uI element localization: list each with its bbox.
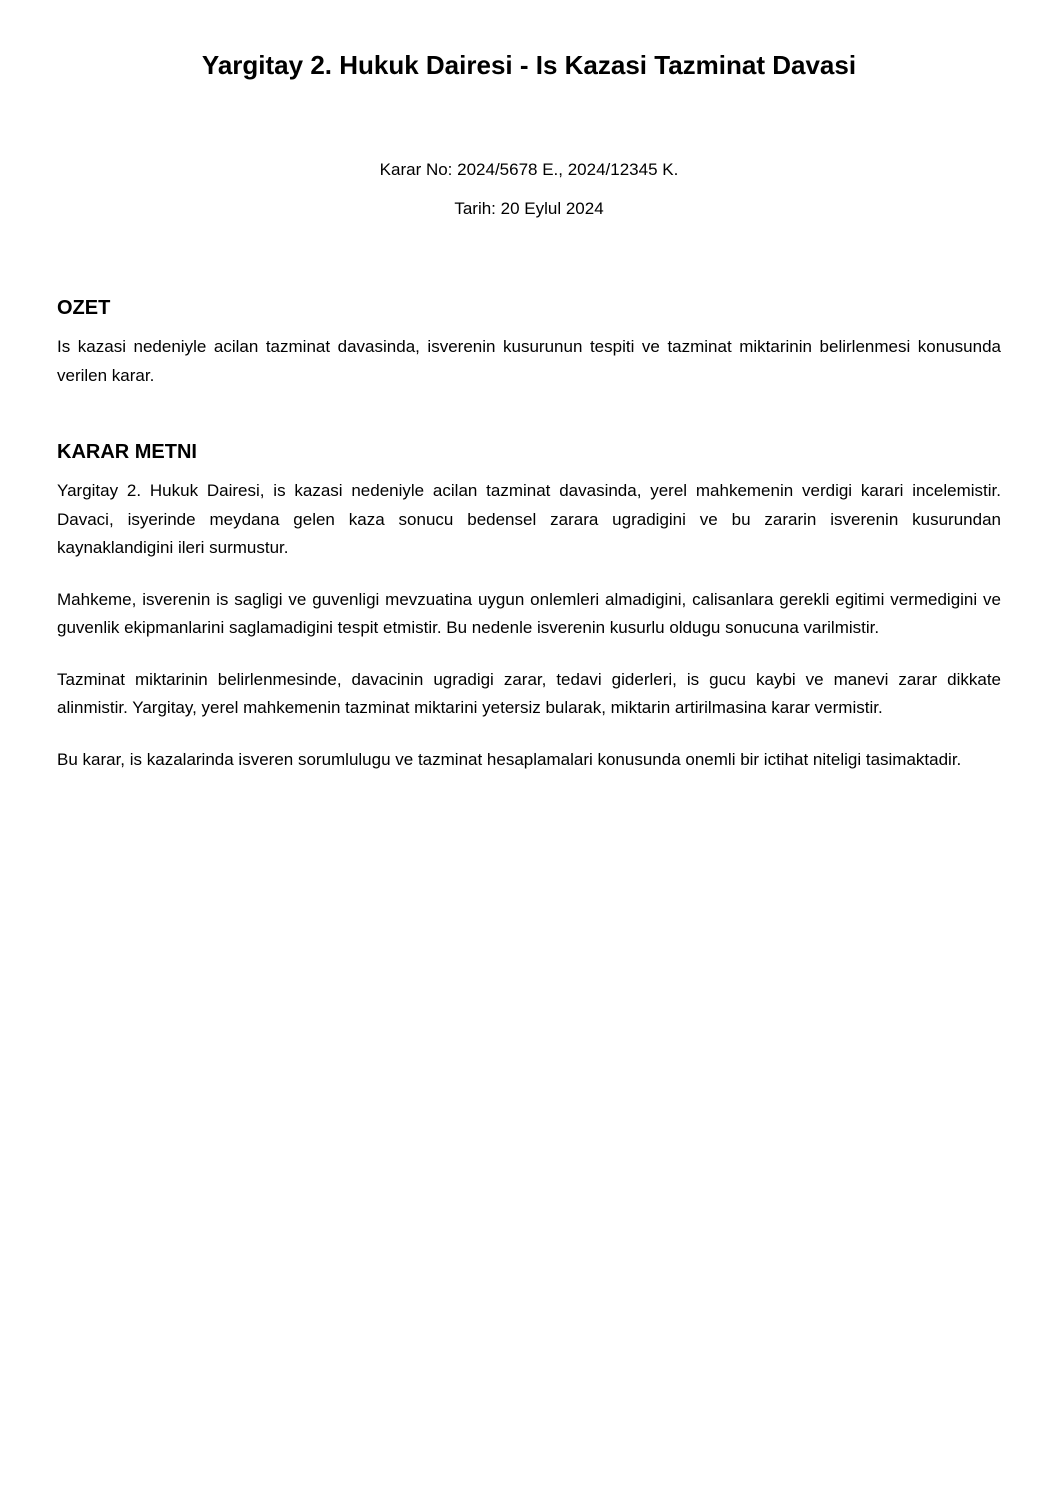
karar-paragraph-3: Tazminat miktarinin belirlenmesinde, davacinin ugradigi zarar, tedavi giderleri, is gucu kaybi ve manevi zarar dikkate alinmistir. Yargitay, yerel mahkemenin tazminat miktarini yetersiz bularak, miktarin artirilmasina karar vermistir. (57, 669, 1001, 717)
karar-paragraph-1: Yargitay 2. Hukuk Dairesi, is kazasi nedeniyle acilan tazminat davasinda, yerel mahkemenin verdigi karari incelemistir. Davaci, isyerinde meydana gelen kaza sonucu bedensel zarara ugradigini ve bu zararin isverenin kusurundan kaynaklandigini ileri surmustur. (57, 481, 1001, 557)
decision-number-line: Karar No: 2024/5678 E., 2024/12345 K. (379, 160, 679, 179)
page-title: Yargitay 2. Hukuk Dairesi - Is Kazasi Tazminat Davasi (201, 50, 857, 80)
ozet-paragraph: Is kazasi nedeniyle acilan tazminat davasinda, isverenin kusurunun tespiti ve tazminat miktarinin belirlenmesi konusunda verilen karar. (57, 337, 1001, 385)
section-heading-karar-metni: KARAR METNI (57, 441, 197, 463)
karar-paragraph-2: Mahkeme, isverenin is sagligi ve guvenligi mevzuatina uygun onlemleri almadigini, calisanlara gerekli egitimi vermedigini ve guvenlik ekipmanlarini saglamadigini tespit etmistir. Bu nedenle isverenin kusurlu oldugu sonucuna varilmistir. (57, 589, 1001, 637)
date-line: Tarih: 20 Eylul 2024 (454, 199, 604, 218)
karar-paragraph-4: Bu karar, is kazalarinda isveren sorumlulugu ve tazminat hesaplamalari konusunda onemli bir ictihat niteligi tasimaktadir. (57, 749, 962, 769)
section-heading-ozet: OZET (57, 297, 111, 319)
